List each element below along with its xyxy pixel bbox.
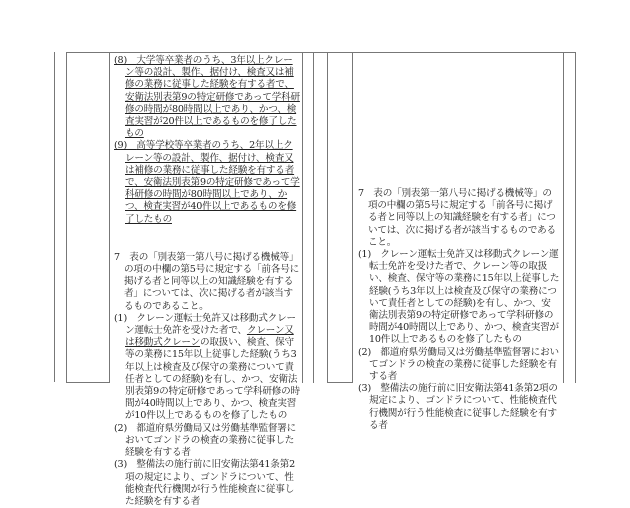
table-border-top-right	[302, 52, 576, 53]
column-line	[352, 52, 353, 383]
left-section-7	[114, 252, 300, 508]
column-line	[109, 52, 110, 383]
item-text: の取扱い、検査、保守等の業務に15年以上従事した経験(うち3年以上は検査及び保守の業務について責任者としての経験)を有し、かつ、安衛法別表第9の特定研修であって学科研修の時間が40時間以上であり、かつ、検査実習が10件以上であるものを修了したもの	[125, 337, 300, 422]
column-line	[54, 52, 55, 382]
section-7-heading: 7 表の「別表第一第八号に掲げる機械等」の項の中欄の第5号に規定する「前各号に掲げる者と同等以上の知識経験を有する者」については、次に掲げる者が該当するものであること。	[114, 251, 299, 312]
item-2: (2) 都道府県労働局又は労働基準監督署においてゴンドラの検査の業務に従事した経験を有する者	[358, 346, 559, 383]
column-line	[302, 52, 303, 383]
section-7-heading: 7 表の「別表第一第八号に掲げる機械等」の項の中欄の第5号に規定する「前各号に掲げる者と同等以上の知識経験を有する者」については、次に掲げる者が該当するものであること。	[358, 188, 556, 248]
item-text: (1) クレーン運転士免許又は移動式クレーン運転士免許を受けた者で、	[114, 312, 296, 337]
item-1: (1) クレーン運転士免許又は移動式クレーン運転士免許を受けた者で、クレーン等の取扱い、検査、保守等の業務に15年以上従事した経験(うち3年以上は検査及び保守の業務について責任者としての経験)を有し、かつ、安衛法別表第9の特定研修であって学科研修の時間が40時間以上であり、かつ、検査実習が10件以上であるものを修了したもの	[358, 249, 560, 346]
item-8	[114, 55, 300, 140]
column-line	[327, 52, 328, 383]
item-text: 大学等卒業者のうち、3年以上クレーン等の設計、製作、据付け、検査又は補修の業務に従事した経験を有する者で、安衛法別表第9の特定研修であって学科研修の時間が80時間以上であり、かつ、検査実習が20件以上であるものを修了したもの	[125, 55, 300, 140]
column-line	[66, 52, 67, 383]
item-3: (3) 整備法の施行前に旧安衛法第41条第2項の規定により、ゴンドラについて、性能検査代行機関が行う性能検査に従事した経験を有する者	[358, 383, 558, 431]
item-number: (8)	[114, 55, 127, 66]
left-column	[114, 55, 300, 508]
table-border-bottom	[327, 382, 353, 383]
item-2: (2) 都道府県労働局又は労働基準監督署においてゴンドラの検査の業務に従事した経験を有する者	[114, 422, 297, 459]
item-9	[114, 140, 300, 225]
left-amended-items	[114, 55, 300, 226]
amended-text: クレーン又は移動式クレーン	[125, 325, 294, 349]
item-1	[114, 313, 300, 423]
table-border-top-left	[66, 52, 303, 53]
item-number: (9)	[114, 140, 127, 152]
column-line	[575, 52, 576, 383]
column-line	[313, 52, 314, 383]
item-3: (3) 整備法の施行前に旧安衛法第41条第2項の規定により、ゴンドラについて、性能検査代行機関が行う性能検査に従事した経験を有する者	[114, 459, 296, 507]
column-line	[563, 52, 564, 383]
table-border-bottom	[66, 382, 110, 383]
right-section-7	[358, 188, 560, 432]
item-text: 高等学校等卒業者のうち、2年以上クレーン等の設計、製作、据付け、検査又は補修の業務に従事した経験を有する者で、安衛法別表第9の特定研修であって学科研修の時間が80時間以上であり、かつ、検査実習が40件以上であるものを修了したもの	[125, 140, 300, 225]
